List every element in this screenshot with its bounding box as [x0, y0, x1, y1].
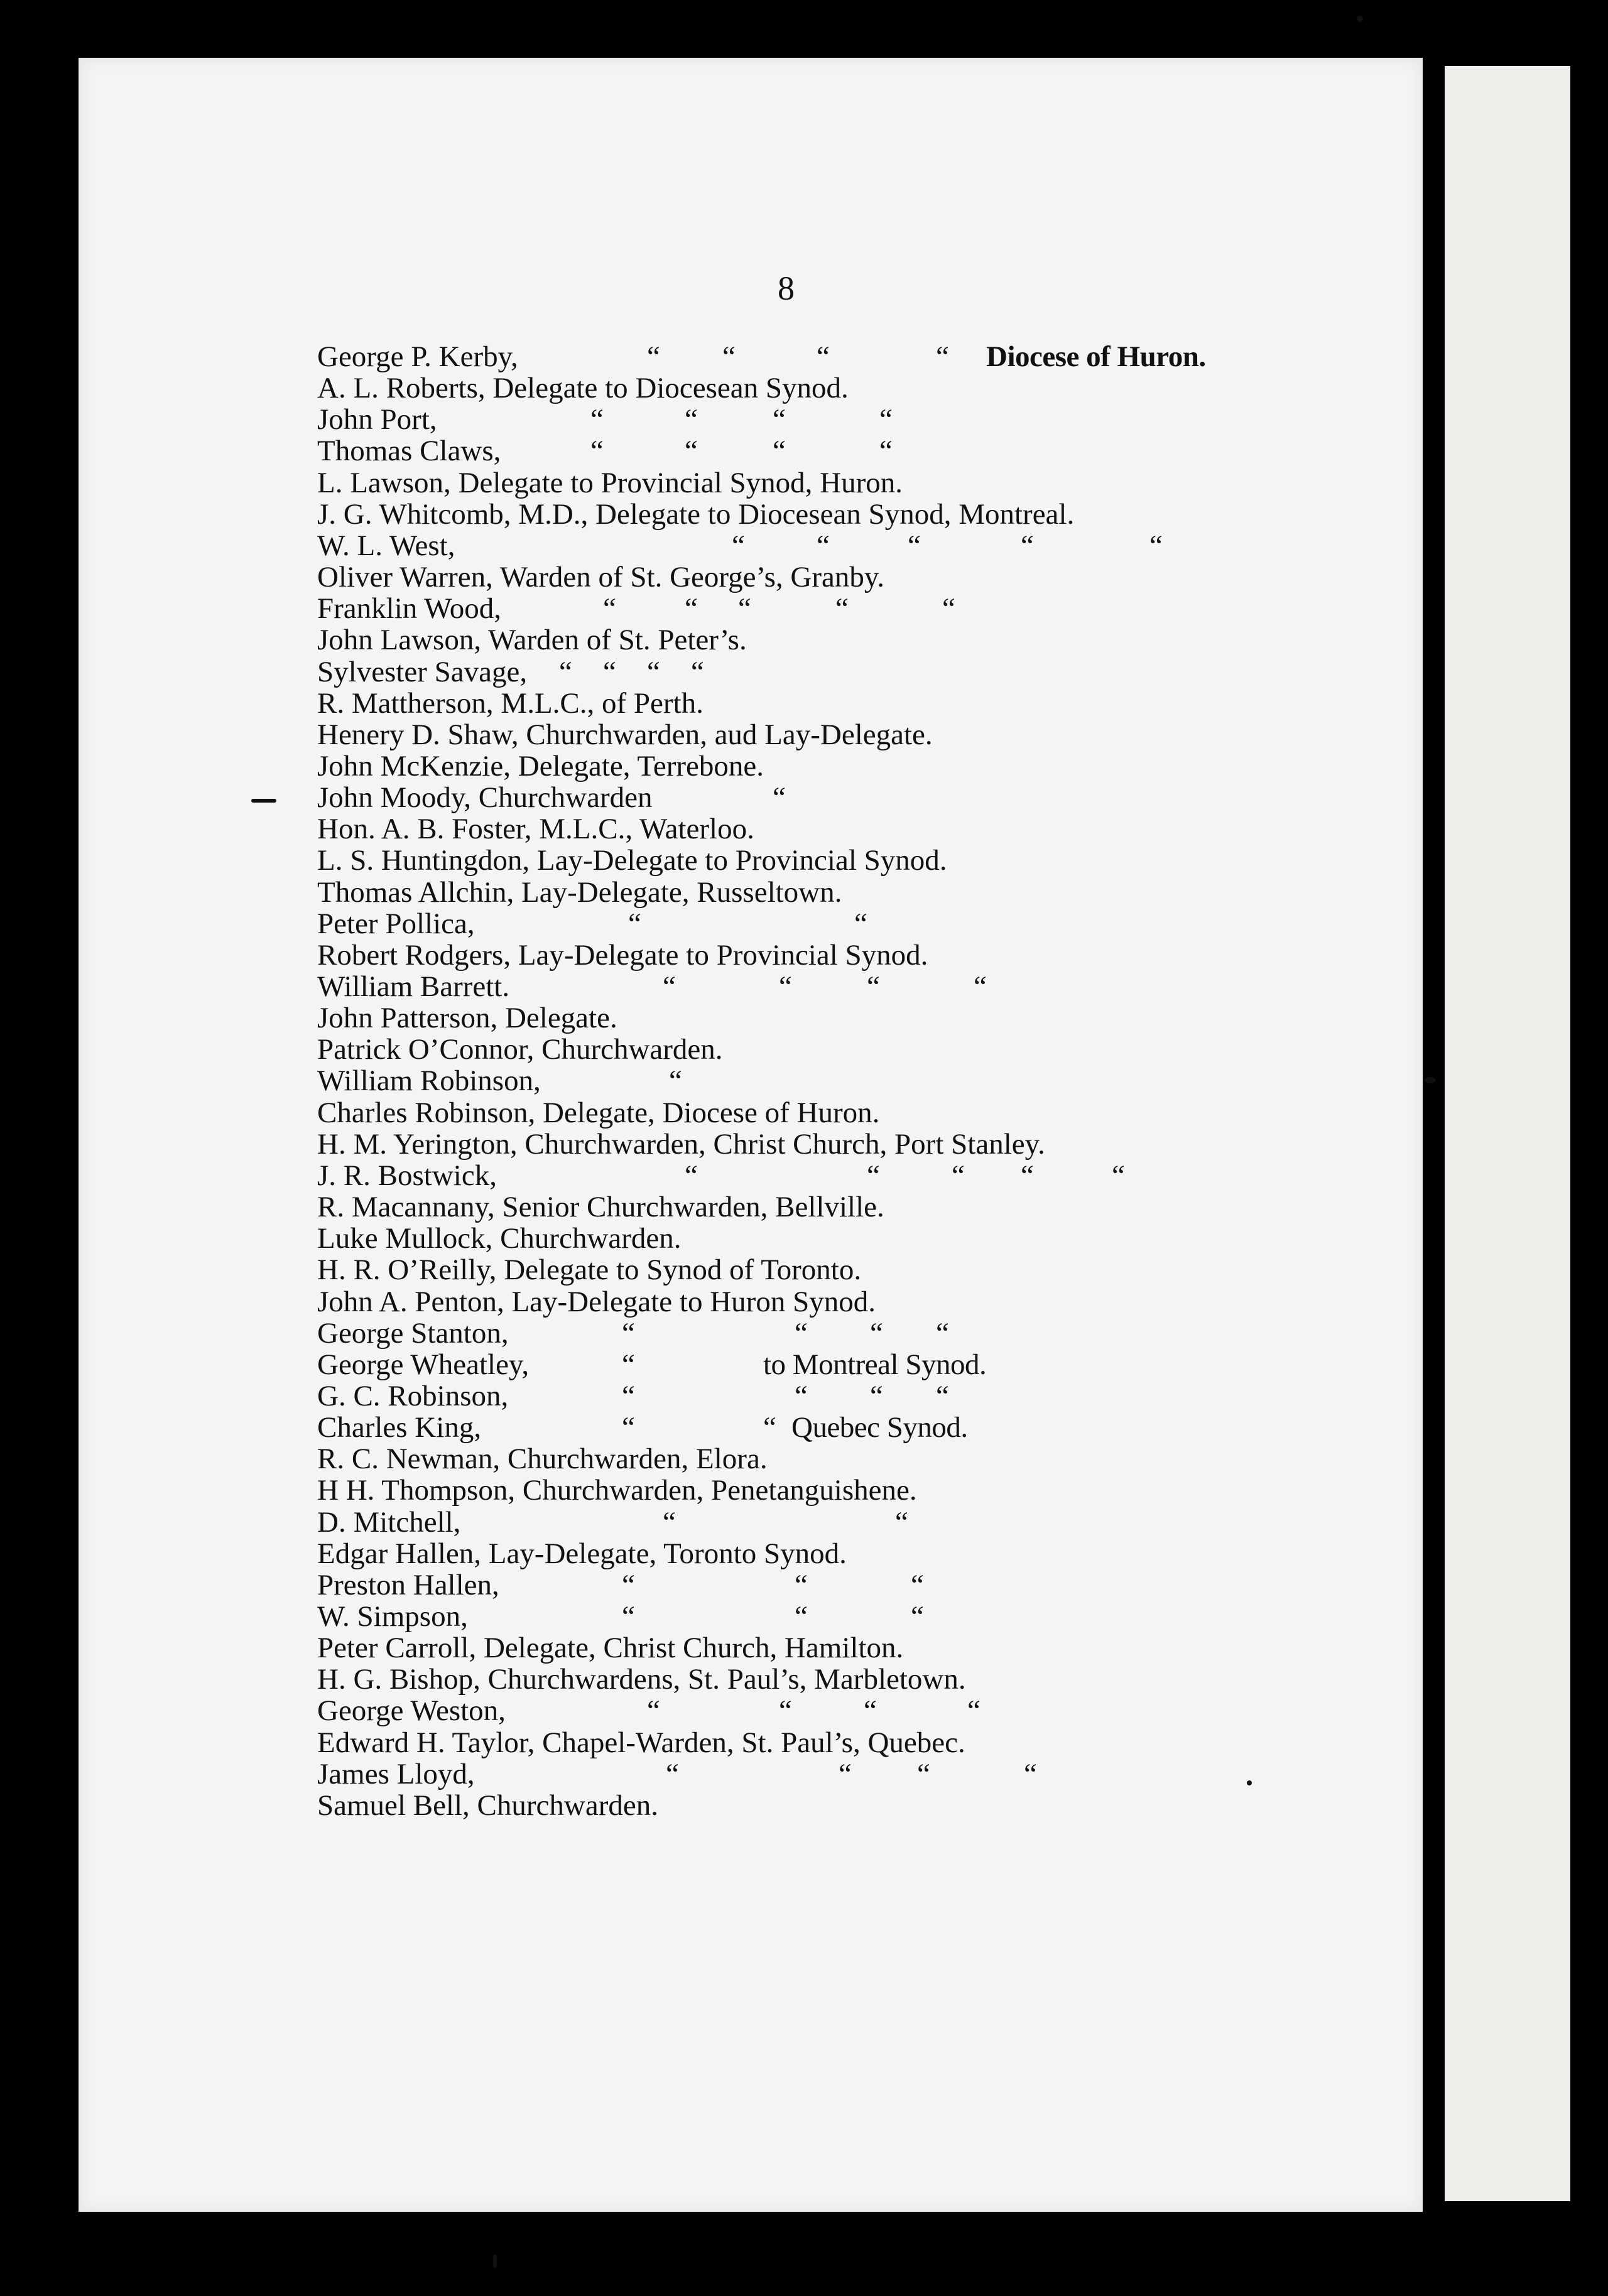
- ditto-mark: “: [779, 1694, 792, 1728]
- list-item: [317, 1757, 1037, 1792]
- entry-text: H. R. O’Reilly, Delegate to Synod of Toronto.: [317, 1254, 862, 1287]
- ditto-mark: “: [967, 1694, 981, 1728]
- list-item: [317, 1284, 876, 1319]
- ditto-mark: “: [622, 1316, 635, 1350]
- list-item: [317, 339, 1206, 374]
- list-item: [317, 402, 893, 437]
- entry-text: H. G. Bishop, Churchwardens, St. Paul’s, Marbletown.: [317, 1663, 966, 1696]
- list-item: [317, 433, 893, 468]
- ditto-mark: “: [622, 1568, 635, 1601]
- ditto-mark: “: [622, 1379, 635, 1412]
- ditto-mark: “: [879, 403, 893, 436]
- entry-text: Thomas Claws,: [317, 435, 501, 468]
- entry-text: Luke Mullock, Churchwarden.: [317, 1222, 682, 1255]
- ditto-mark: “: [603, 655, 616, 688]
- list-item: [317, 1158, 1125, 1193]
- ditto-mark: “: [879, 435, 893, 468]
- ditto-mark: “: [911, 1568, 924, 1601]
- entry-text: Oliver Warren, Warden of St. George’s, Granby.: [317, 561, 885, 594]
- list-item: [317, 528, 1163, 563]
- ditto-mark: “: [867, 970, 880, 1003]
- entry-text: Franklin Wood,: [317, 592, 502, 625]
- list-item: [317, 1032, 723, 1067]
- ditto-mark: “: [691, 655, 704, 688]
- entry-text: R. C. Newman, Churchwarden, Elora.: [317, 1443, 768, 1476]
- list-item: [317, 1725, 965, 1760]
- list-item: [317, 875, 842, 910]
- ditto-mark: “: [559, 655, 572, 688]
- list-item: [317, 654, 704, 690]
- ditto-mark: “: [895, 1505, 908, 1539]
- ditto-mark: “: [603, 592, 616, 625]
- entry-text: John McKenzie, Delegate, Terrebone.: [317, 749, 764, 782]
- scan-speck: [493, 2255, 497, 2268]
- entry-text: Patrick O’Connor, Churchwarden.: [317, 1033, 723, 1066]
- ditto-mark: “: [854, 907, 867, 940]
- ditto-mark: “: [685, 403, 698, 436]
- entry-text: Peter Carroll, Delegate, Christ Church, Hamilton.: [317, 1632, 904, 1665]
- ditto-mark: “: [773, 435, 786, 468]
- scan-speck: [251, 799, 276, 803]
- ditto-mark: “: [590, 435, 604, 468]
- entry-text: Edgar Hallen, Lay-Delegate, Toronto Synod.: [317, 1537, 847, 1570]
- entry-text: Henery D. Shaw, Churchwarden, aud Lay-Delegate.: [317, 718, 933, 751]
- entry-text: Sylvester Savage,: [317, 655, 528, 688]
- ditto-mark: “: [647, 1694, 660, 1728]
- ditto-mark: “: [669, 1064, 682, 1098]
- list-item: [317, 1189, 884, 1225]
- list-item: [317, 1441, 768, 1476]
- ditto-mark: “: [685, 592, 698, 625]
- entry-text: William Barrett.: [317, 970, 510, 1003]
- ditto-mark: “: [870, 1316, 883, 1350]
- entry-text: John A. Penton, Lay-Delegate to Huron Synod.: [317, 1285, 876, 1318]
- entry-text: R. Macannany, Senior Churchwarden, Bellville.: [317, 1191, 884, 1224]
- ditto-mark: “: [974, 970, 987, 1003]
- ditto-mark: “: [779, 970, 792, 1003]
- list-item: [317, 1378, 949, 1414]
- entry-text: L. Lawson, Delegate to Provincial Synod, Huron.: [317, 466, 903, 499]
- list-item: [317, 969, 987, 1004]
- entry-text: J. G. Whitcomb, M.D., Delegate to Diocesean Synod, Montreal.: [317, 497, 1075, 531]
- entry-text: John Lawson, Warden of St. Peter’s.: [317, 624, 747, 657]
- ditto-mark: “: [835, 592, 849, 625]
- list-item: [317, 1505, 908, 1540]
- list-item: [317, 1095, 879, 1130]
- ditto-mark: “: [1021, 529, 1034, 562]
- list-item: [317, 906, 867, 941]
- ditto-mark: “: [1112, 1159, 1125, 1192]
- scan-speck: [1247, 1780, 1252, 1785]
- list-item: [317, 1347, 987, 1382]
- ditto-mark: “: [1021, 1159, 1034, 1192]
- entry-text: Edward H. Taylor, Chapel-Warden, St. Paul’s, Quebec.: [317, 1726, 965, 1759]
- entry-text: John Port,: [317, 403, 437, 436]
- ditto-mark: “: [911, 1600, 924, 1633]
- entry-text: George P. Kerby,: [317, 340, 518, 373]
- entry-text: J. R. Bostwick,: [317, 1159, 497, 1192]
- list-item: [317, 749, 764, 784]
- entry-text: Robert Rodgers, Lay-Delegate to Provincial Synod.: [317, 938, 928, 972]
- ditto-mark: “: [795, 1568, 808, 1601]
- ditto-mark: “: [628, 907, 641, 940]
- ditto-mark: “: [795, 1379, 808, 1412]
- ditto-mark: “: [663, 1505, 676, 1539]
- ditto-mark: “: [622, 1411, 635, 1444]
- list-item: [317, 1788, 658, 1823]
- list-item: [317, 1568, 924, 1603]
- entry-text: H H. Thompson, Churchwarden, Penetanguishene.: [317, 1474, 917, 1507]
- ditto-mark: “: [917, 1757, 930, 1790]
- entry-text: Charles Robinson, Delegate, Diocese of Huron.: [317, 1096, 880, 1129]
- entry-text: A. L. Roberts, Delegate to Diocesean Synod.: [317, 372, 849, 405]
- list-item: [317, 465, 903, 501]
- entry-text: L. S. Huntingdon, Lay-Delegate to Provincial Synod.: [317, 844, 947, 877]
- entry-text: Preston Hallen,: [317, 1568, 499, 1601]
- ditto-mark: “: [666, 1757, 679, 1790]
- ditto-mark: “: [663, 970, 676, 1003]
- entry-text: G. C. Robinson,: [317, 1379, 509, 1412]
- ditto-mark: “: [647, 655, 660, 688]
- ditto-mark: “: [773, 403, 786, 436]
- entry-text: Thomas Allchin, Lay-Delegate, Russeltown.: [317, 875, 842, 909]
- page-number: 8: [778, 269, 795, 307]
- entry-tail: Diocese of Huron.: [986, 340, 1206, 373]
- ditto-mark: “: [817, 529, 830, 562]
- entry-text: W. L. West,: [317, 529, 455, 562]
- ditto-mark: “: [908, 529, 921, 562]
- list-item: [317, 497, 1074, 532]
- ditto-mark: “: [936, 1316, 949, 1350]
- ditto-mark: “: [795, 1316, 808, 1350]
- entry-text: George Stanton,: [317, 1316, 509, 1350]
- ditto-mark: “: [936, 340, 949, 373]
- ditto-mark: “: [839, 1757, 852, 1790]
- list-item: [317, 811, 754, 847]
- ditto-mark: “: [936, 1379, 949, 1412]
- list-item: [317, 1252, 861, 1287]
- list-item: [317, 717, 933, 752]
- list-item: [317, 1000, 617, 1036]
- list-item: [317, 1127, 1045, 1162]
- list-item: [317, 780, 786, 815]
- ditto-mark: “: [870, 1379, 883, 1412]
- list-item: [317, 591, 955, 626]
- ditto-mark: “: [795, 1600, 808, 1633]
- ditto-mark: “: [773, 781, 786, 815]
- ditto-mark: “: [763, 1411, 776, 1444]
- list-item: [317, 560, 884, 595]
- ditto-mark: “: [952, 1159, 965, 1192]
- list-item: [317, 1693, 981, 1728]
- list-item: [317, 1599, 924, 1634]
- ditto-mark: “: [817, 340, 830, 373]
- entry-text: Peter Pollica,: [317, 907, 475, 940]
- entry-text: Samuel Bell, Churchwarden.: [317, 1789, 658, 1822]
- entry-text: George Weston,: [317, 1694, 506, 1728]
- ditto-mark: “: [867, 1159, 880, 1192]
- ditto-mark: “: [647, 340, 660, 373]
- entry-tail: to Montreal Synod.: [763, 1348, 987, 1381]
- entry-tail: Quebec Synod.: [791, 1411, 968, 1444]
- list-item: [317, 843, 947, 878]
- entry-text: W. Simpson,: [317, 1600, 468, 1633]
- ditto-mark: “: [732, 529, 745, 562]
- ditto-mark: “: [622, 1600, 635, 1633]
- ditto-mark: “: [685, 1159, 698, 1192]
- list-item: [317, 622, 747, 658]
- ditto-mark: “: [738, 592, 751, 625]
- scan-speck: [1425, 1077, 1436, 1083]
- list-item: [317, 1473, 917, 1508]
- entry-text: James Lloyd,: [317, 1757, 475, 1790]
- entry-text: Hon. A. B. Foster, M.L.C., Waterloo.: [317, 813, 754, 846]
- list-item: [317, 686, 704, 721]
- ditto-mark: “: [1149, 529, 1163, 562]
- list-item: [317, 1410, 968, 1445]
- entry-text: D. Mitchell,: [317, 1505, 461, 1539]
- entry-text: John Moody, Churchwarden: [317, 781, 653, 815]
- ditto-mark: “: [1024, 1757, 1037, 1790]
- entry-text: H. M. Yerington, Churchwarden, Christ Church, Port Stanley.: [317, 1127, 1045, 1161]
- list-item: [317, 1536, 847, 1571]
- ditto-mark: “: [590, 403, 604, 436]
- list-item: [317, 1221, 682, 1256]
- entry-text: George Wheatley,: [317, 1348, 530, 1381]
- entry-text: R. Mattherson, M.L.C., of Perth.: [317, 686, 704, 720]
- entry-text: William Robinson,: [317, 1064, 541, 1098]
- list-item: [317, 1630, 903, 1665]
- ditto-mark: “: [622, 1348, 635, 1381]
- scan-speck: [1357, 16, 1363, 22]
- entry-text: John Patterson, Delegate.: [317, 1002, 617, 1035]
- entry-text: Charles King,: [317, 1411, 482, 1444]
- ditto-mark: “: [685, 435, 698, 468]
- ditto-mark: “: [722, 340, 736, 373]
- list-item: [317, 1662, 966, 1697]
- list-item: [317, 938, 928, 973]
- list-item: [317, 1063, 682, 1098]
- ditto-mark: “: [864, 1694, 877, 1728]
- ditto-mark: “: [942, 592, 955, 625]
- list-item: [317, 371, 849, 406]
- list-item: [317, 1316, 949, 1351]
